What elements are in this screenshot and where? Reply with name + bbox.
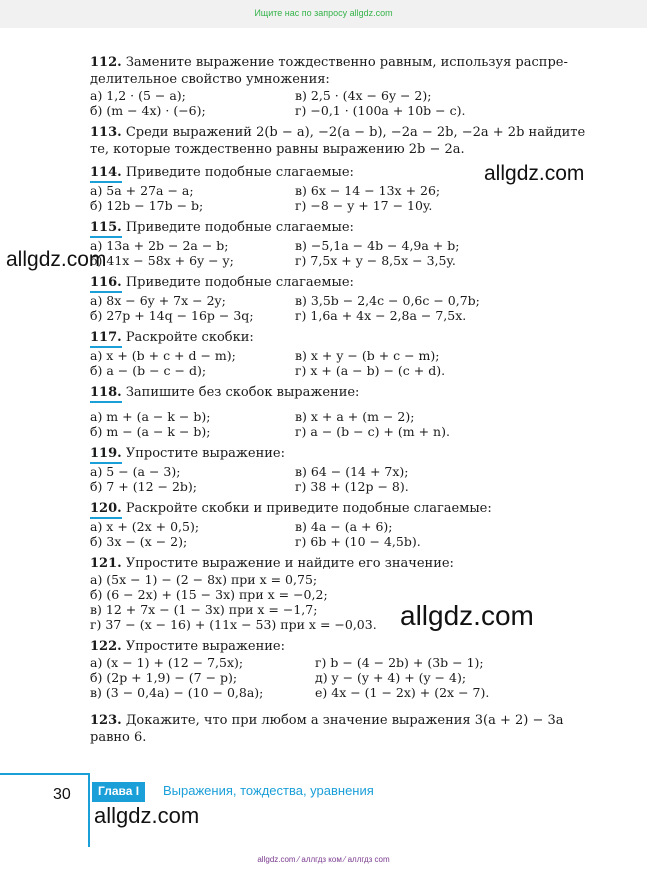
footer-rule [0, 773, 90, 775]
chapter-label: Глава I [92, 782, 145, 802]
footer-links: allgdz.com ⁄ аллгдз ком ⁄ аллгдз com [257, 855, 390, 864]
item: б) (2p + 1,9) − (7 − p); [90, 670, 238, 685]
exercise-text-cont: равно 6. [90, 730, 147, 745]
exercise-number: 113. [90, 125, 122, 140]
watermark: allgdz.com [6, 248, 107, 271]
page-number: 30 [53, 786, 71, 803]
exercise-text-cont: делительное свойство умножения: [90, 72, 330, 87]
item: б) 12b − 17b − b; [90, 198, 204, 213]
item: в) 3,5b − 2,4c − 0,6c − 0,7b; [295, 293, 480, 308]
item: в) 6x − 14 − 13x + 26; [295, 183, 441, 198]
exercise-text: Приведите подобные слагаемые: [125, 165, 354, 180]
item: в) 2,5 · (4x − 6y − 2); [295, 88, 432, 103]
watermark: allgdz.com [484, 162, 585, 185]
item: б) m − (a − k − b); [90, 424, 211, 439]
exercise-text: Среди выражений 2(b − a), −2(a − b), −2a − 2b, −2a + 2b найдите [125, 125, 586, 140]
item: в) 64 − (14 + 7x); [295, 464, 409, 479]
item: б) a − (b − c − d); [90, 363, 207, 378]
exercise-number: 119. [90, 445, 122, 464]
item: г) 7,5x + y − 8,5x − 3,5y. [295, 253, 456, 268]
item: б) 41x − 58x + 6y − y; [90, 253, 234, 268]
item: б) (m − 4x) · (−6); [90, 103, 206, 118]
exercise-number: 112. [90, 55, 122, 70]
item: г) b − (4 − 2b) + (3b − 1); [315, 655, 484, 670]
exercise-number: 120. [90, 500, 122, 519]
item: в) 12 + 7x − (1 − 3x) при x = −1,7; [90, 602, 318, 617]
item: г) 6b + (10 − 4,5b). [295, 534, 421, 549]
item: а) (x − 1) + (12 − 7,5x); [90, 655, 244, 670]
exercise-text: Докажите, что при любом a значение выражения 3(a + 2) − 3a [125, 713, 564, 728]
exercise-text: Приведите подобные слагаемые: [125, 220, 354, 235]
item: г) 37 − (x − 16) + (11x − 53) при x = −0,03. [90, 617, 377, 632]
exercise-number: 122. [90, 639, 122, 654]
item: б) 3x − (x − 2); [90, 534, 188, 549]
item: а) 5 − (a − 3); [90, 464, 181, 479]
exercise-text: Упростите выражение и найдите его значение: [125, 556, 454, 571]
exercise-text-cont: те, которые тождественно равны выражению 2b − 2a. [90, 142, 465, 157]
chapter-title: Выражения, тождества, уравнения [163, 783, 374, 798]
item: а) (5x − 1) − (2 − 8x) при x = 0,75; [90, 572, 318, 587]
item: е) 4x − (1 − 2x) + (2x − 7). [315, 685, 490, 700]
item: г) −0,1 · (100a + 10b − c). [295, 103, 466, 118]
exercise-113 [90, 124, 610, 158]
footer-divider [88, 773, 90, 847]
exercise-number: 116. [90, 274, 122, 293]
item: а) 8x − 6y + 7x − 2y; [90, 293, 226, 308]
exercise-117 [90, 329, 610, 378]
exercise-number: 115. [90, 219, 122, 238]
watermark: allgdz.com [400, 600, 534, 631]
item: в) x + a + (m − 2); [295, 409, 415, 424]
exercise-118 [90, 384, 610, 439]
item: а) 1,2 · (5 − a); [90, 88, 186, 103]
item: д) y − (y + 4) + (y − 4); [315, 670, 467, 685]
exercise-number: 114. [90, 164, 122, 183]
exercise-number: 117. [90, 329, 122, 348]
exercise-text: Приведите подобные слагаемые: [125, 275, 354, 290]
item: в) (3 − 0,4a) − (10 − 0,8a); [90, 685, 264, 700]
top-banner [0, 0, 647, 28]
top-banner-text: Ищите нас по запросу allgdz.com [254, 8, 393, 18]
item: б) 7 + (12 − 2b); [90, 479, 197, 494]
item: г) 1,6a + 4x − 2,8a − 7,5x. [295, 308, 467, 323]
item: б) 27p + 14q − 16p − 3q; [90, 308, 254, 323]
exercise-115 [90, 219, 610, 268]
item: б) (6 − 2x) + (15 − 3x) при x = −0,2; [90, 587, 328, 602]
item: г) −8 − y + 17 − 10y. [295, 198, 433, 213]
exercise-text: Раскройте скобки: [125, 330, 254, 345]
exercise-number: 123. [90, 713, 122, 728]
item: а) 13a + 2b − 2a − b; [90, 238, 229, 253]
exercise-number: 118. [90, 384, 122, 403]
exercise-119 [90, 445, 610, 494]
exercise-116 [90, 274, 610, 323]
item: г) x + (a − b) − (c + d). [295, 363, 446, 378]
exercise-120 [90, 500, 610, 549]
watermark: allgdz.com [94, 803, 200, 828]
item: г) 38 + (12p − 8). [295, 479, 409, 494]
exercise-123 [90, 712, 610, 746]
item: а) 5a + 27a − a; [90, 183, 194, 198]
item: в) 4a − (a + 6); [295, 519, 393, 534]
item: а) m + (a − k − b); [90, 409, 211, 424]
exercise-text: Запишите без скобок выражение: [125, 385, 360, 400]
exercise-122 [90, 638, 610, 700]
exercise-number: 121. [90, 556, 122, 571]
exercise-text: Упростите выражение: [125, 639, 285, 654]
item: г) a − (b − c) + (m + n). [295, 424, 450, 439]
exercise-list [90, 54, 610, 752]
item: в) x + y − (b + c − m); [295, 348, 440, 363]
item: а) x + (2x + 0,5); [90, 519, 200, 534]
exercise-text: Упростите выражение: [125, 446, 285, 461]
exercise-text: Раскройте скобки и приведите подобные слагаемые: [125, 501, 492, 516]
item: в) −5,1a − 4b − 4,9a + b; [295, 238, 460, 253]
exercise-112 [90, 54, 610, 118]
exercise-text: Замените выражение тождественно равным, используя распре- [125, 55, 568, 70]
item: а) x + (b + c + d − m); [90, 348, 236, 363]
